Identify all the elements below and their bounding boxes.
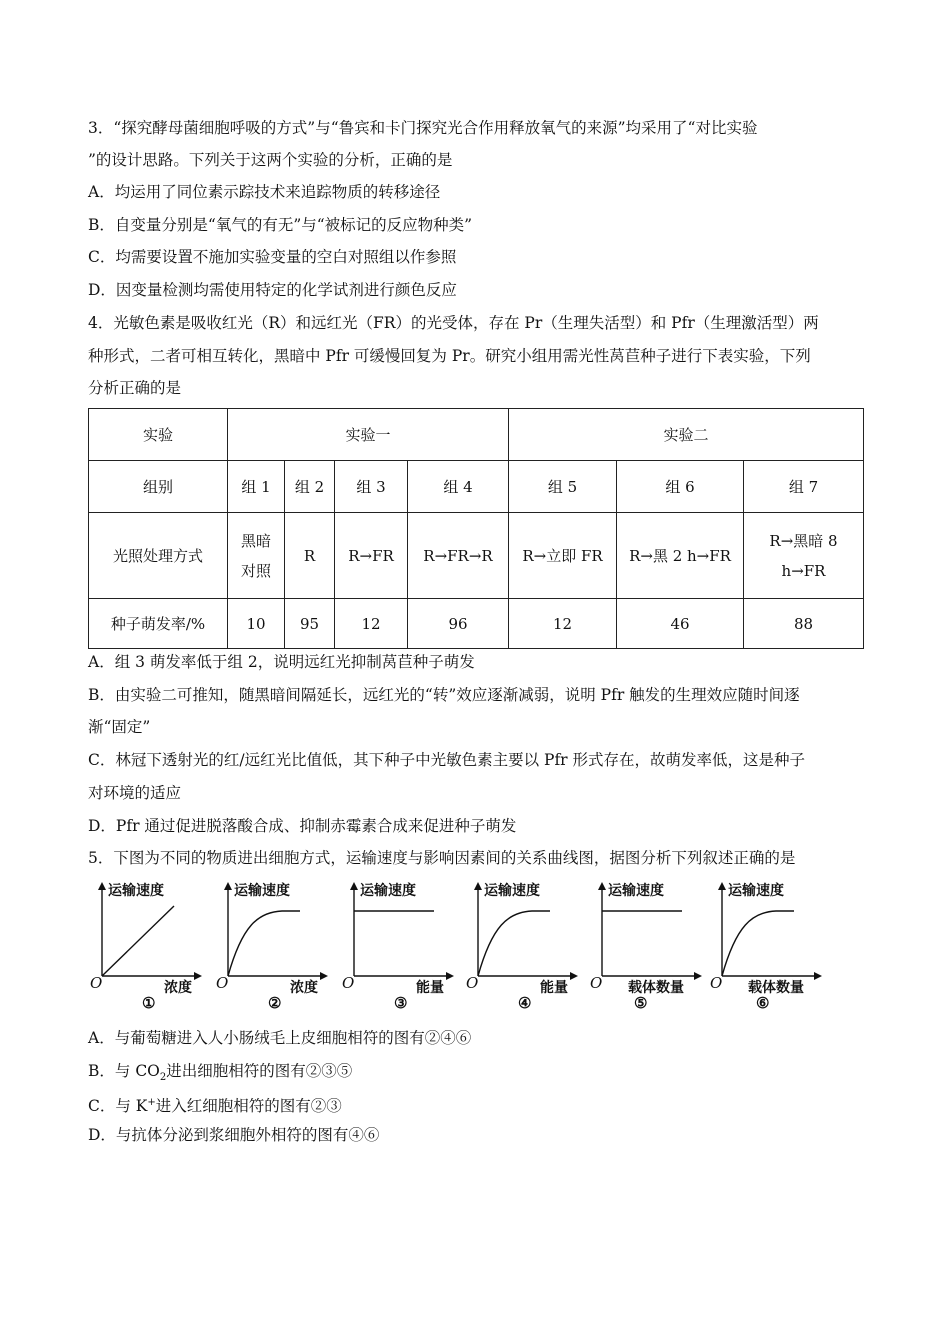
q4-option-a: A．组 3 萌发率低于组 2，说明远红光抑制莴苣种子萌发: [88, 653, 475, 671]
graph-1-number: ①: [142, 994, 156, 1012]
table-header-exp2: 实验二: [509, 409, 864, 461]
q5-option-c-sup: +: [147, 1097, 156, 1108]
graph-3: [340, 878, 460, 1018]
q4-option-c-line1: C．林冠下透射光的红/远红光比值低，其下种子中光敏色素主要以 Pfr 形式存在，故萌发率低，这是种子: [88, 751, 806, 769]
q5-option-c-pre: C．与 K: [88, 1097, 148, 1116]
graph-3-xlabel: 能量: [416, 980, 444, 996]
graph-4-origin: O: [466, 974, 479, 992]
q3-option-b: B．自变量分别是“氧气的有无”与“被标记的反应物种类”: [88, 216, 473, 234]
table-cell-rate: 96: [408, 599, 509, 649]
table-cell-rate: 88: [744, 599, 864, 649]
table-header-experiment: 实验: [89, 409, 228, 461]
table-header-light: 光照处理方式: [89, 513, 228, 599]
graph-3-number: ③: [394, 994, 408, 1012]
q4-option-b-line2: 渐“固定”: [88, 718, 151, 736]
q4-stem-line2: 种形式，二者可相互转化，黑暗中 Pfr 可缓慢回复为 Pr。研究小组用需光性莴苣种子进行下表实验，下列: [88, 347, 811, 365]
q5-option-a: A．与葡萄糖进入人小肠绒毛上皮细胞相符的图有②④⑥: [88, 1029, 472, 1047]
q3-option-a: A．均运用了同位素示踪技术来追踪物质的转移途径: [88, 183, 441, 201]
table-cell-light: R: [285, 513, 335, 599]
graph-4-number: ④: [518, 994, 532, 1012]
table-cell-group: 组 4: [408, 461, 509, 513]
q5-stem: 5．下图为不同的物质进出细胞方式，运输速度与影响因素间的关系曲线图，据图分析下列叙述正确的是: [88, 849, 796, 867]
table-cell-group: 组 5: [509, 461, 617, 513]
graph-6-number: ⑥: [756, 994, 770, 1012]
graph-2-xlabel: 浓度: [290, 980, 318, 996]
table-header-group: 组别: [89, 461, 228, 513]
graph-6: [708, 878, 828, 1018]
graph-6-ylabel: 运输速度: [728, 883, 784, 899]
table-cell-light: R→FR→R: [408, 513, 509, 599]
graph-6-origin: O: [710, 974, 723, 992]
rate-curve: [102, 906, 174, 976]
graph-2: [214, 878, 334, 1018]
table-cell-rate: 46: [617, 599, 744, 649]
light-g7-line1: R→黑暗 8: [769, 531, 838, 550]
graph-1: [88, 878, 208, 1018]
graph-1-origin: O: [90, 974, 103, 992]
light-g1-line1: 黑暗: [240, 531, 271, 550]
q5-option-d: D．与抗体分泌到浆细胞外相符的图有④⑥: [88, 1126, 380, 1144]
q4-stem-line3: 分析正确的是: [88, 379, 182, 397]
q5-option-b-pre: B．与 CO: [88, 1062, 160, 1080]
table-header-rate: 种子萌发率/%: [89, 599, 228, 649]
table-cell-light: [744, 513, 864, 599]
graph-3-origin: O: [342, 974, 355, 992]
table-cell-rate: 12: [509, 599, 617, 649]
table-cell-group: 组 6: [617, 461, 744, 513]
q4-option-c-line2: 对环境的适应: [88, 784, 182, 802]
table-cell-light: [228, 513, 285, 599]
graph-5-number: ⑤: [634, 994, 648, 1012]
table-cell-group: 组 2: [285, 461, 335, 513]
graph-2-origin: O: [216, 974, 229, 992]
q5-option-b-post: 进出细胞相符的图有②③⑤: [166, 1062, 353, 1080]
q4-stem-line1: 4．光敏色素是吸收红光（R）和远红光（FR）的光受体，存在 Pr（生理失活型）和 Pfr（生理激活型）两: [88, 314, 819, 332]
graph-5-xlabel: 载体数量: [628, 980, 684, 996]
transport-graphs: [88, 878, 864, 1018]
table-cell-light: R→FR: [335, 513, 408, 599]
q5-option-c-post: 进入红细胞相符的图有②③: [155, 1097, 342, 1116]
table-cell-group: 组 1: [228, 461, 285, 513]
q3-option-d: D．因变量检测均需使用特定的化学试剂进行颜色反应: [88, 281, 457, 299]
table-cell-light: R→黑 2 h→FR: [617, 513, 744, 599]
graph-5: [588, 878, 708, 1018]
graph-4: [464, 878, 584, 1018]
graph-1-xlabel: 浓度: [164, 980, 192, 996]
table-cell-light: R→立即 FR: [509, 513, 617, 599]
table-cell-rate: 95: [285, 599, 335, 649]
rate-curve: [228, 911, 300, 976]
q3-stem-line1: 3．“探究酵母菌细胞呼吸的方式”与“鲁宾和卡门探究光合作用释放氧气的来源”均采用了“对比实验: [88, 119, 758, 137]
light-g1-line2: 对照: [240, 561, 271, 580]
rate-curve: [722, 911, 794, 976]
q3-stem-line2: ”的设计思路。下列关于这两个实验的分析，正确的是: [88, 151, 453, 169]
graph-4-ylabel: 运输速度: [484, 883, 540, 899]
graph-4-xlabel: 能量: [540, 980, 568, 996]
q3-option-c: C．均需要设置不施加实验变量的空白对照组以作参照: [88, 248, 457, 266]
q5-option-c: [88, 1092, 342, 1117]
graph-6-xlabel: 载体数量: [748, 980, 804, 996]
q5-option-b-sub: 2: [159, 1072, 167, 1084]
light-g7-line2: h→FR: [781, 561, 826, 580]
table-cell-group: 组 7: [744, 461, 864, 513]
graph-2-ylabel: 运输速度: [234, 883, 290, 899]
table-cell-rate: 10: [228, 599, 285, 649]
graph-3-ylabel: 运输速度: [360, 883, 416, 899]
rate-curve: [478, 911, 550, 976]
q4-option-b-line1: B．由实验二可推知，随黑暗间隔延长，远红光的“转”效应逐渐减弱，说明 Pfr 触发的生理效应随时间逐: [88, 686, 800, 704]
graph-1-ylabel: 运输速度: [108, 883, 164, 899]
table-cell-rate: 12: [335, 599, 408, 649]
q4-option-d: D．Pfr 通过促进脱落酸合成、抑制赤霉素合成来促进种子萌发: [88, 817, 517, 835]
graph-2-number: ②: [268, 994, 282, 1012]
graph-5-origin: O: [590, 974, 603, 992]
experiment-table: [88, 408, 864, 649]
graph-5-ylabel: 运输速度: [608, 883, 664, 899]
q5-option-b: [88, 1060, 352, 1089]
table-cell-group: 组 3: [335, 461, 408, 513]
table-header-exp1: 实验一: [228, 409, 509, 461]
